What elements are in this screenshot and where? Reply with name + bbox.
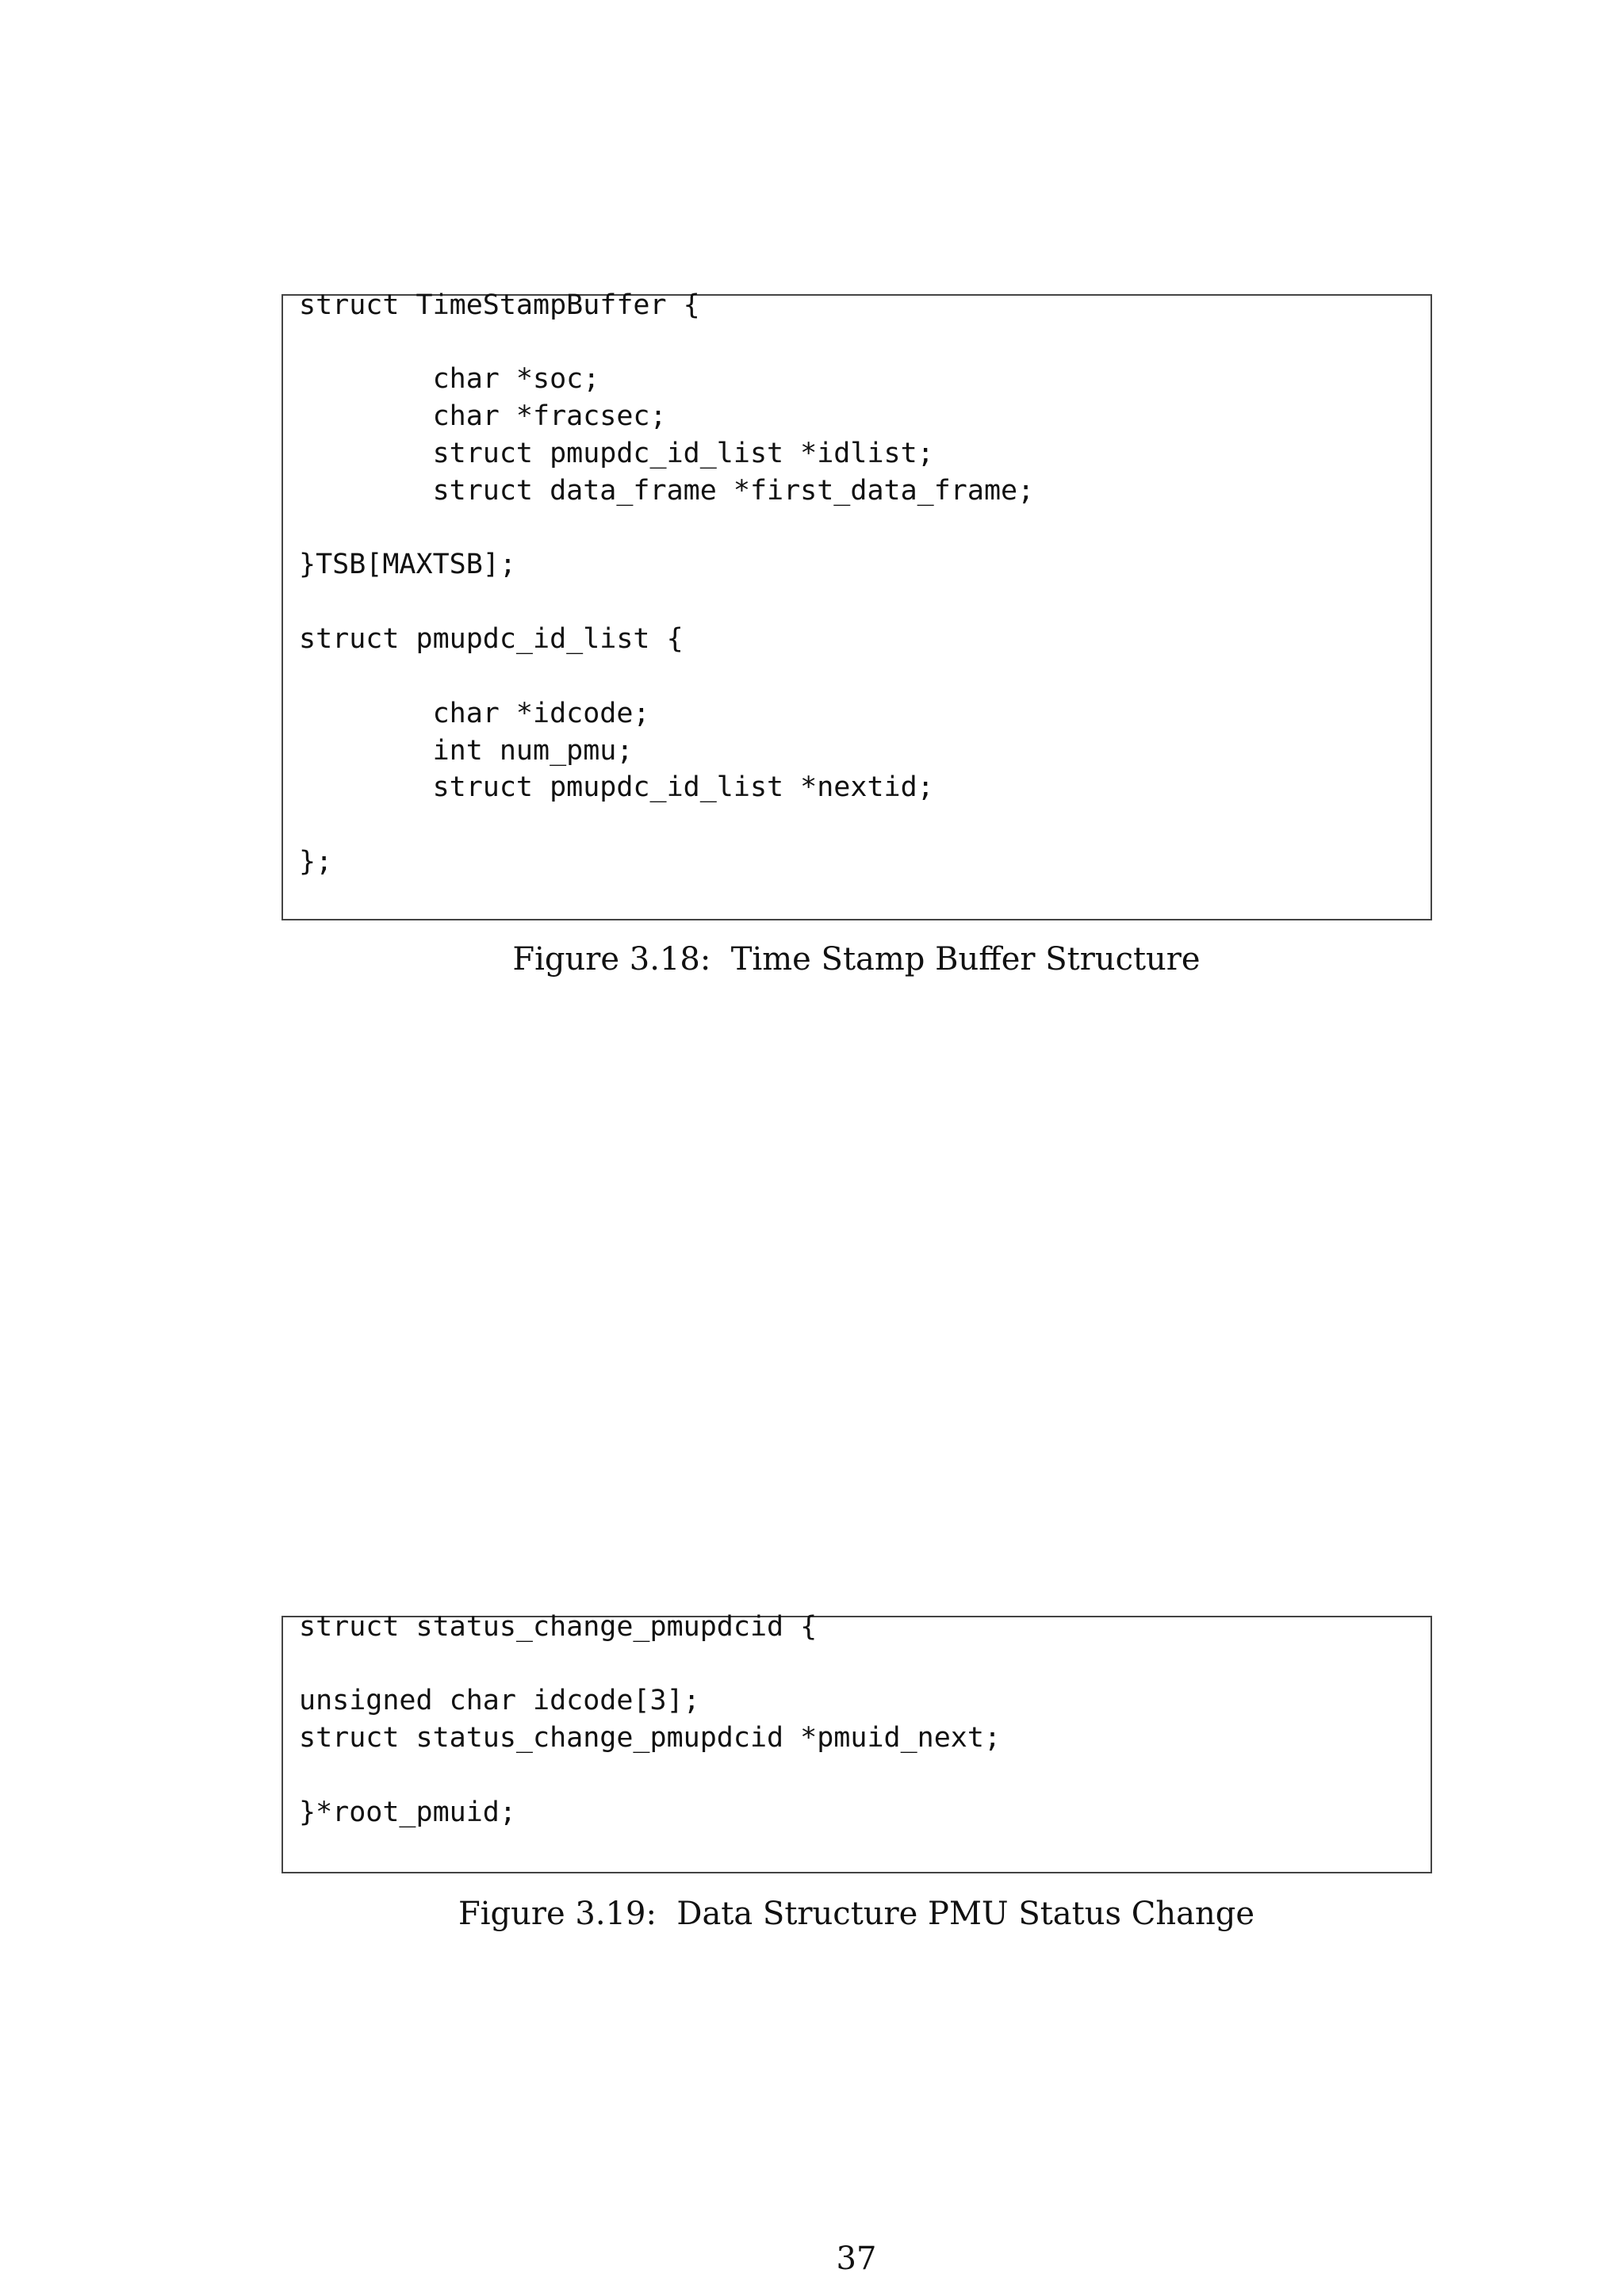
code-line: struct status_change_pmupdcid { [299, 1611, 818, 1643]
code-line: int num_pmu; [299, 735, 634, 767]
figure-caption: Figure 3.18: Time Stamp Buffer Structure [512, 941, 1201, 978]
code-line: char *fracsec; [299, 400, 667, 432]
code-line: }TSB[MAXTSB]; [299, 549, 516, 580]
code-line: unsigned char idcode[3]; [299, 1685, 700, 1716]
page-number: 37 [836, 2241, 877, 2277]
code-line: }*root_pmuid; [299, 1797, 516, 1828]
code-line: }; [299, 846, 333, 878]
code-line: struct status_change_pmupdcid *pmuid_next; [299, 1722, 1002, 1754]
code-line: char *idcode; [299, 698, 650, 729]
code-listing-pmu-status-change [282, 1611, 1432, 1873]
code-line: struct data_frame *first_data_frame; [299, 475, 1035, 507]
code-listing-time-stamp-buffer [282, 289, 1432, 920]
code-line: struct pmupdc_id_list *nextid; [299, 771, 934, 803]
code-line: char *soc; [299, 363, 600, 395]
code-line: struct TimeStampBuffer { [299, 289, 700, 321]
code-line: struct pmupdc_id_list *idlist; [299, 438, 934, 469]
figure-caption: Figure 3.19: Data Structure PMU Status Change [458, 1896, 1254, 1932]
code-line: struct pmupdc_id_list { [299, 623, 684, 655]
